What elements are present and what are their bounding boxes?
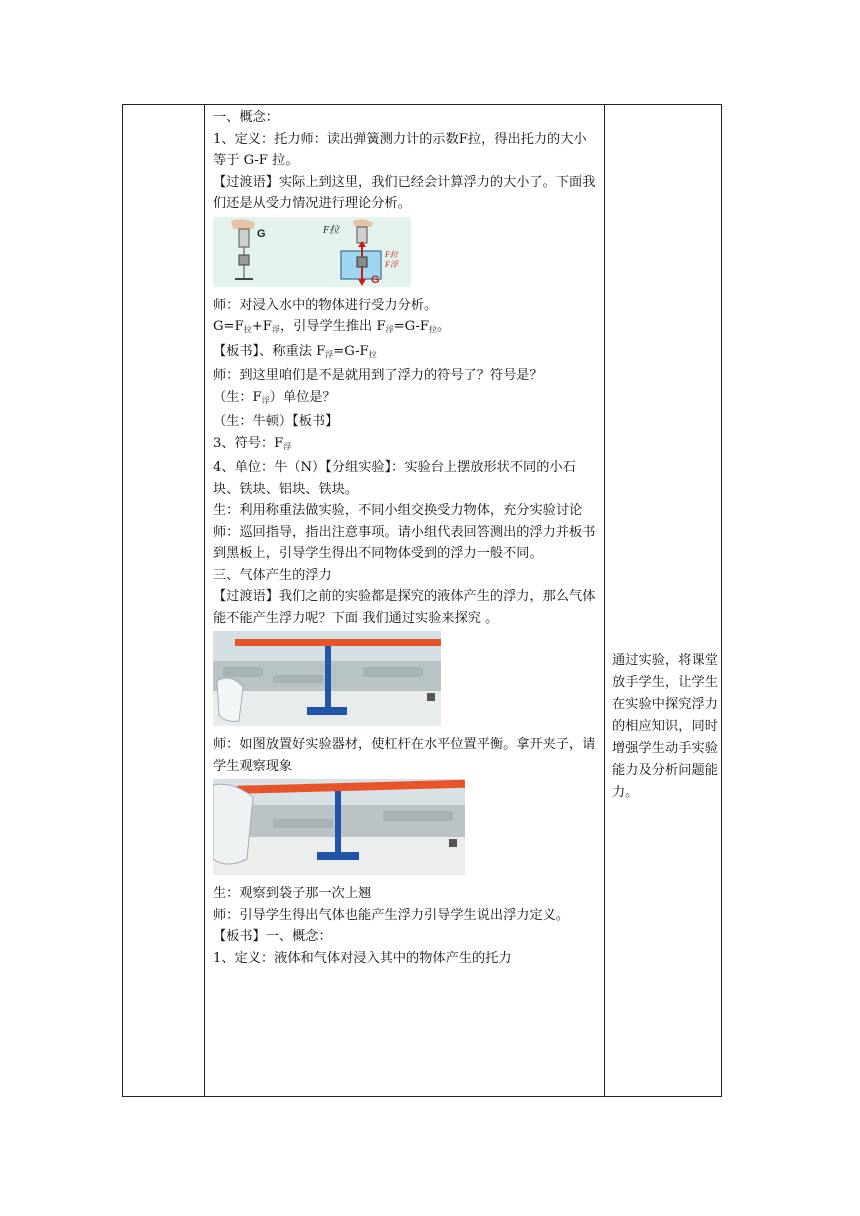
column-divider	[204, 105, 205, 1096]
formula-line: 【板书】、称重法 $F_浮=G-F_拉$	[213, 343, 377, 359]
label-f-la-2: F拉	[385, 249, 398, 259]
text-line: 1、定义：液体和气体对浸入其中的物体产生的托力	[213, 950, 512, 966]
text-line: 【过渡语】我们之前的实验都是探究的液体产生的浮力，那么气体能不能产生浮力呢？下面 我们通过实验来探究 。	[213, 589, 596, 626]
text-line: （生：牛顿）【板书】	[213, 414, 339, 429]
text-line: 师：如图放置好实验器材，使杠杆在水平位置平衡。拿开夹子，请学生观察现象	[213, 737, 596, 774]
teaching-process-column	[213, 107, 599, 969]
text-line: 师：到这里咱们是不是就用到了浮力的符号了？符号是？	[213, 368, 543, 383]
text-line: 师：引导学生得出气体也能产生浮力引导学生说出浮力定义。	[213, 907, 570, 923]
text-line: 4、单位：牛（N）【分组实验】：实验台上摆放形状不同的小石块、铁块、铝块、铁块。	[213, 460, 576, 497]
text-line: 1、定义：托力师：读出弹簧测力计的示数F拉，得出托力的大小等于 G-F 拉。	[213, 131, 587, 168]
text-line: 师：对浸入水中的物体进行受力分析。	[213, 297, 438, 313]
label-f-fu: F浮	[385, 259, 398, 269]
label-f-la: F拉	[323, 224, 340, 236]
text-line: 一、概念：	[213, 110, 279, 125]
lesson-table	[122, 104, 722, 1097]
text-line: 生：观察到袋子那一次上翘	[213, 886, 372, 901]
text-line: （生：$F_浮$）单位是？	[213, 389, 336, 405]
lever-experiment-photo-2	[213, 779, 465, 875]
text-line: 3、符号：$F_浮$	[213, 435, 292, 451]
formula-line: $G=F_拉+F_浮$，引导学生推出 $F_浮=G-F_拉$。	[213, 319, 451, 334]
label-g-2: G	[371, 273, 380, 286]
column-divider	[604, 105, 605, 1096]
design-intent-column: 通过实验，将课堂放手学生，让学生在实验中探究浮力的相应知识，同时增强学生动手实验能力及分析问题能力。	[612, 653, 718, 800]
lever-experiment-photo-1	[213, 631, 441, 726]
force-diagram-figure	[213, 217, 411, 287]
text-line: 师：巡回指导，指出注意事项。请小组代表回答测出的浮力并板书到黑板上，引导学生得出不同物体受到的浮力一般不同。	[213, 524, 596, 561]
text-line: 【板书】一、概念：	[213, 929, 332, 944]
text-line: 【过渡语】实际上到这里，我们已经会计算浮力的大小了。下面我们还是从受力情况进行理论分析。	[213, 174, 596, 211]
label-g: G	[257, 227, 266, 240]
text-line: 生：利用称重法做实验，不同小组交换受力物体，充分实验讨论	[213, 503, 583, 518]
section-heading: 三、气体产生的浮力	[213, 567, 332, 583]
